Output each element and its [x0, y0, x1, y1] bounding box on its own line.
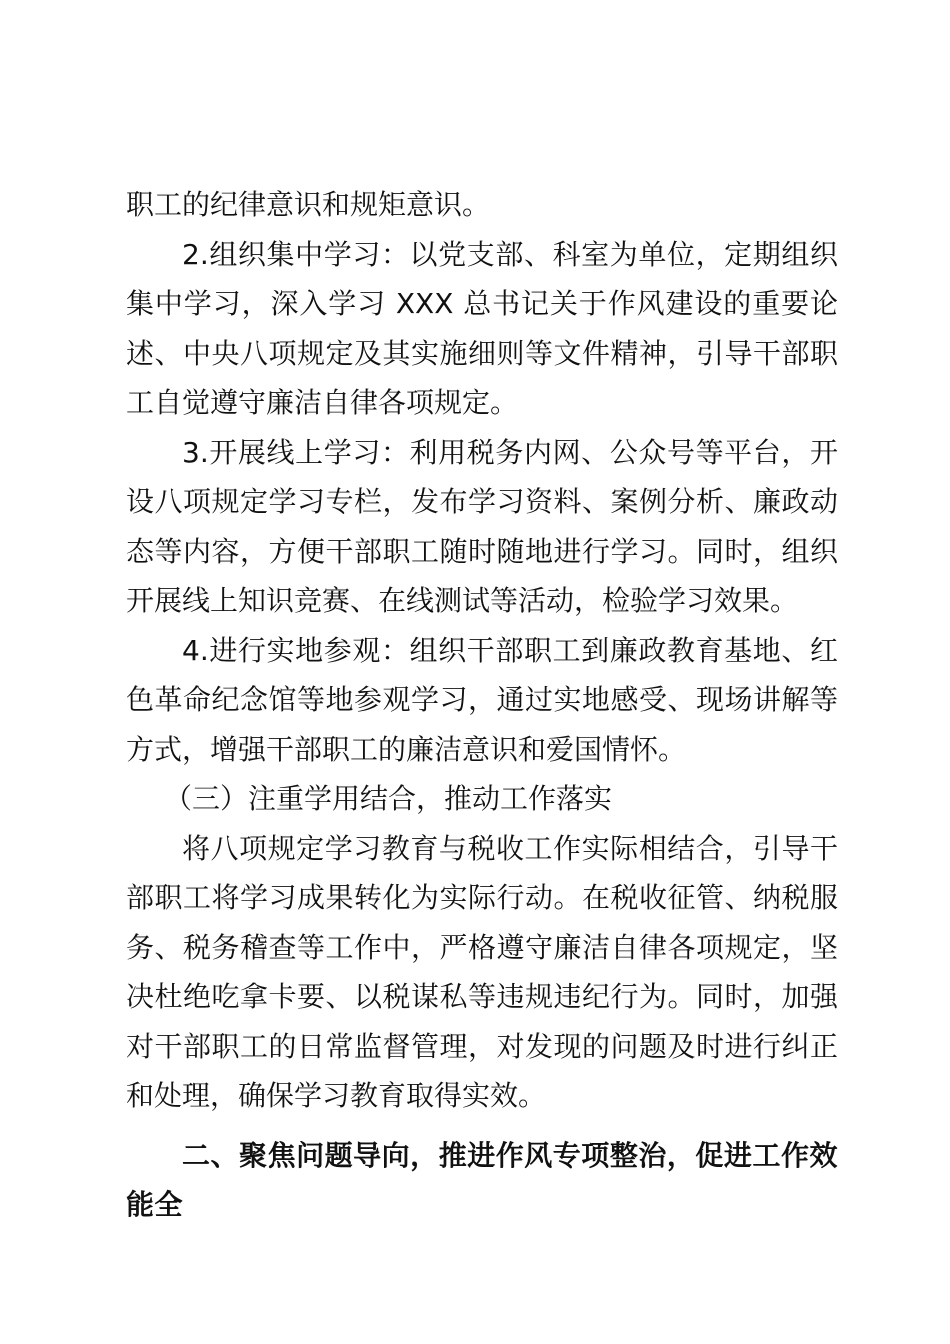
paragraph-item-4: 4.进行实地参观：组织干部职工到廉政教育基地、红色革命纪念馆等地参观学习，通过实地感受、现场讲解等方式，增强干部职工的廉洁意识和爱国情怀。: [126, 633, 838, 766]
document-body: [126, 180, 838, 1230]
section-heading-3: （三）注重学用结合，推动工作落实: [164, 782, 613, 815]
paragraph-item-2: 2.组织集中学习：以党支部、科室为单位，定期组织集中学习，深入学习 XXX 总书记关于作风建设的重要论述、中央八项规定及其实施细则等文件精神，引导干部职工自觉遵守廉洁自律各项规定。: [126, 237, 838, 419]
section-heading-2: 二、聚焦问题导向，推进作风专项整治，促进工作效能全: [126, 1138, 838, 1221]
paragraph-section-3-body: 将八项规定学习教育与税收工作实际相结合，引导干部职工将学习成果转化为实际行动。在税收征管、纳税服务、税务稽查等工作中，严格遵守廉洁自律各项规定，坚决杜绝吃拿卡要、以税谋私等违规违纪行为。同时，加强对干部职工的日常监督管理，对发现的问题及时进行纠正和处理，确保学习教育取得实效。: [126, 831, 838, 1112]
paragraph-continuation: 职工的纪律意识和规矩意识。: [126, 188, 491, 221]
paragraph-item-3: 3.开展线上学习：利用税务内网、公众号等平台，开设八项规定学习专栏，发布学习资料、案例分析、廉政动态等内容，方便干部职工随时随地进行学习。同时，组织开展线上知识竞赛、在线测试等活动，检验学习效果。: [126, 435, 838, 617]
